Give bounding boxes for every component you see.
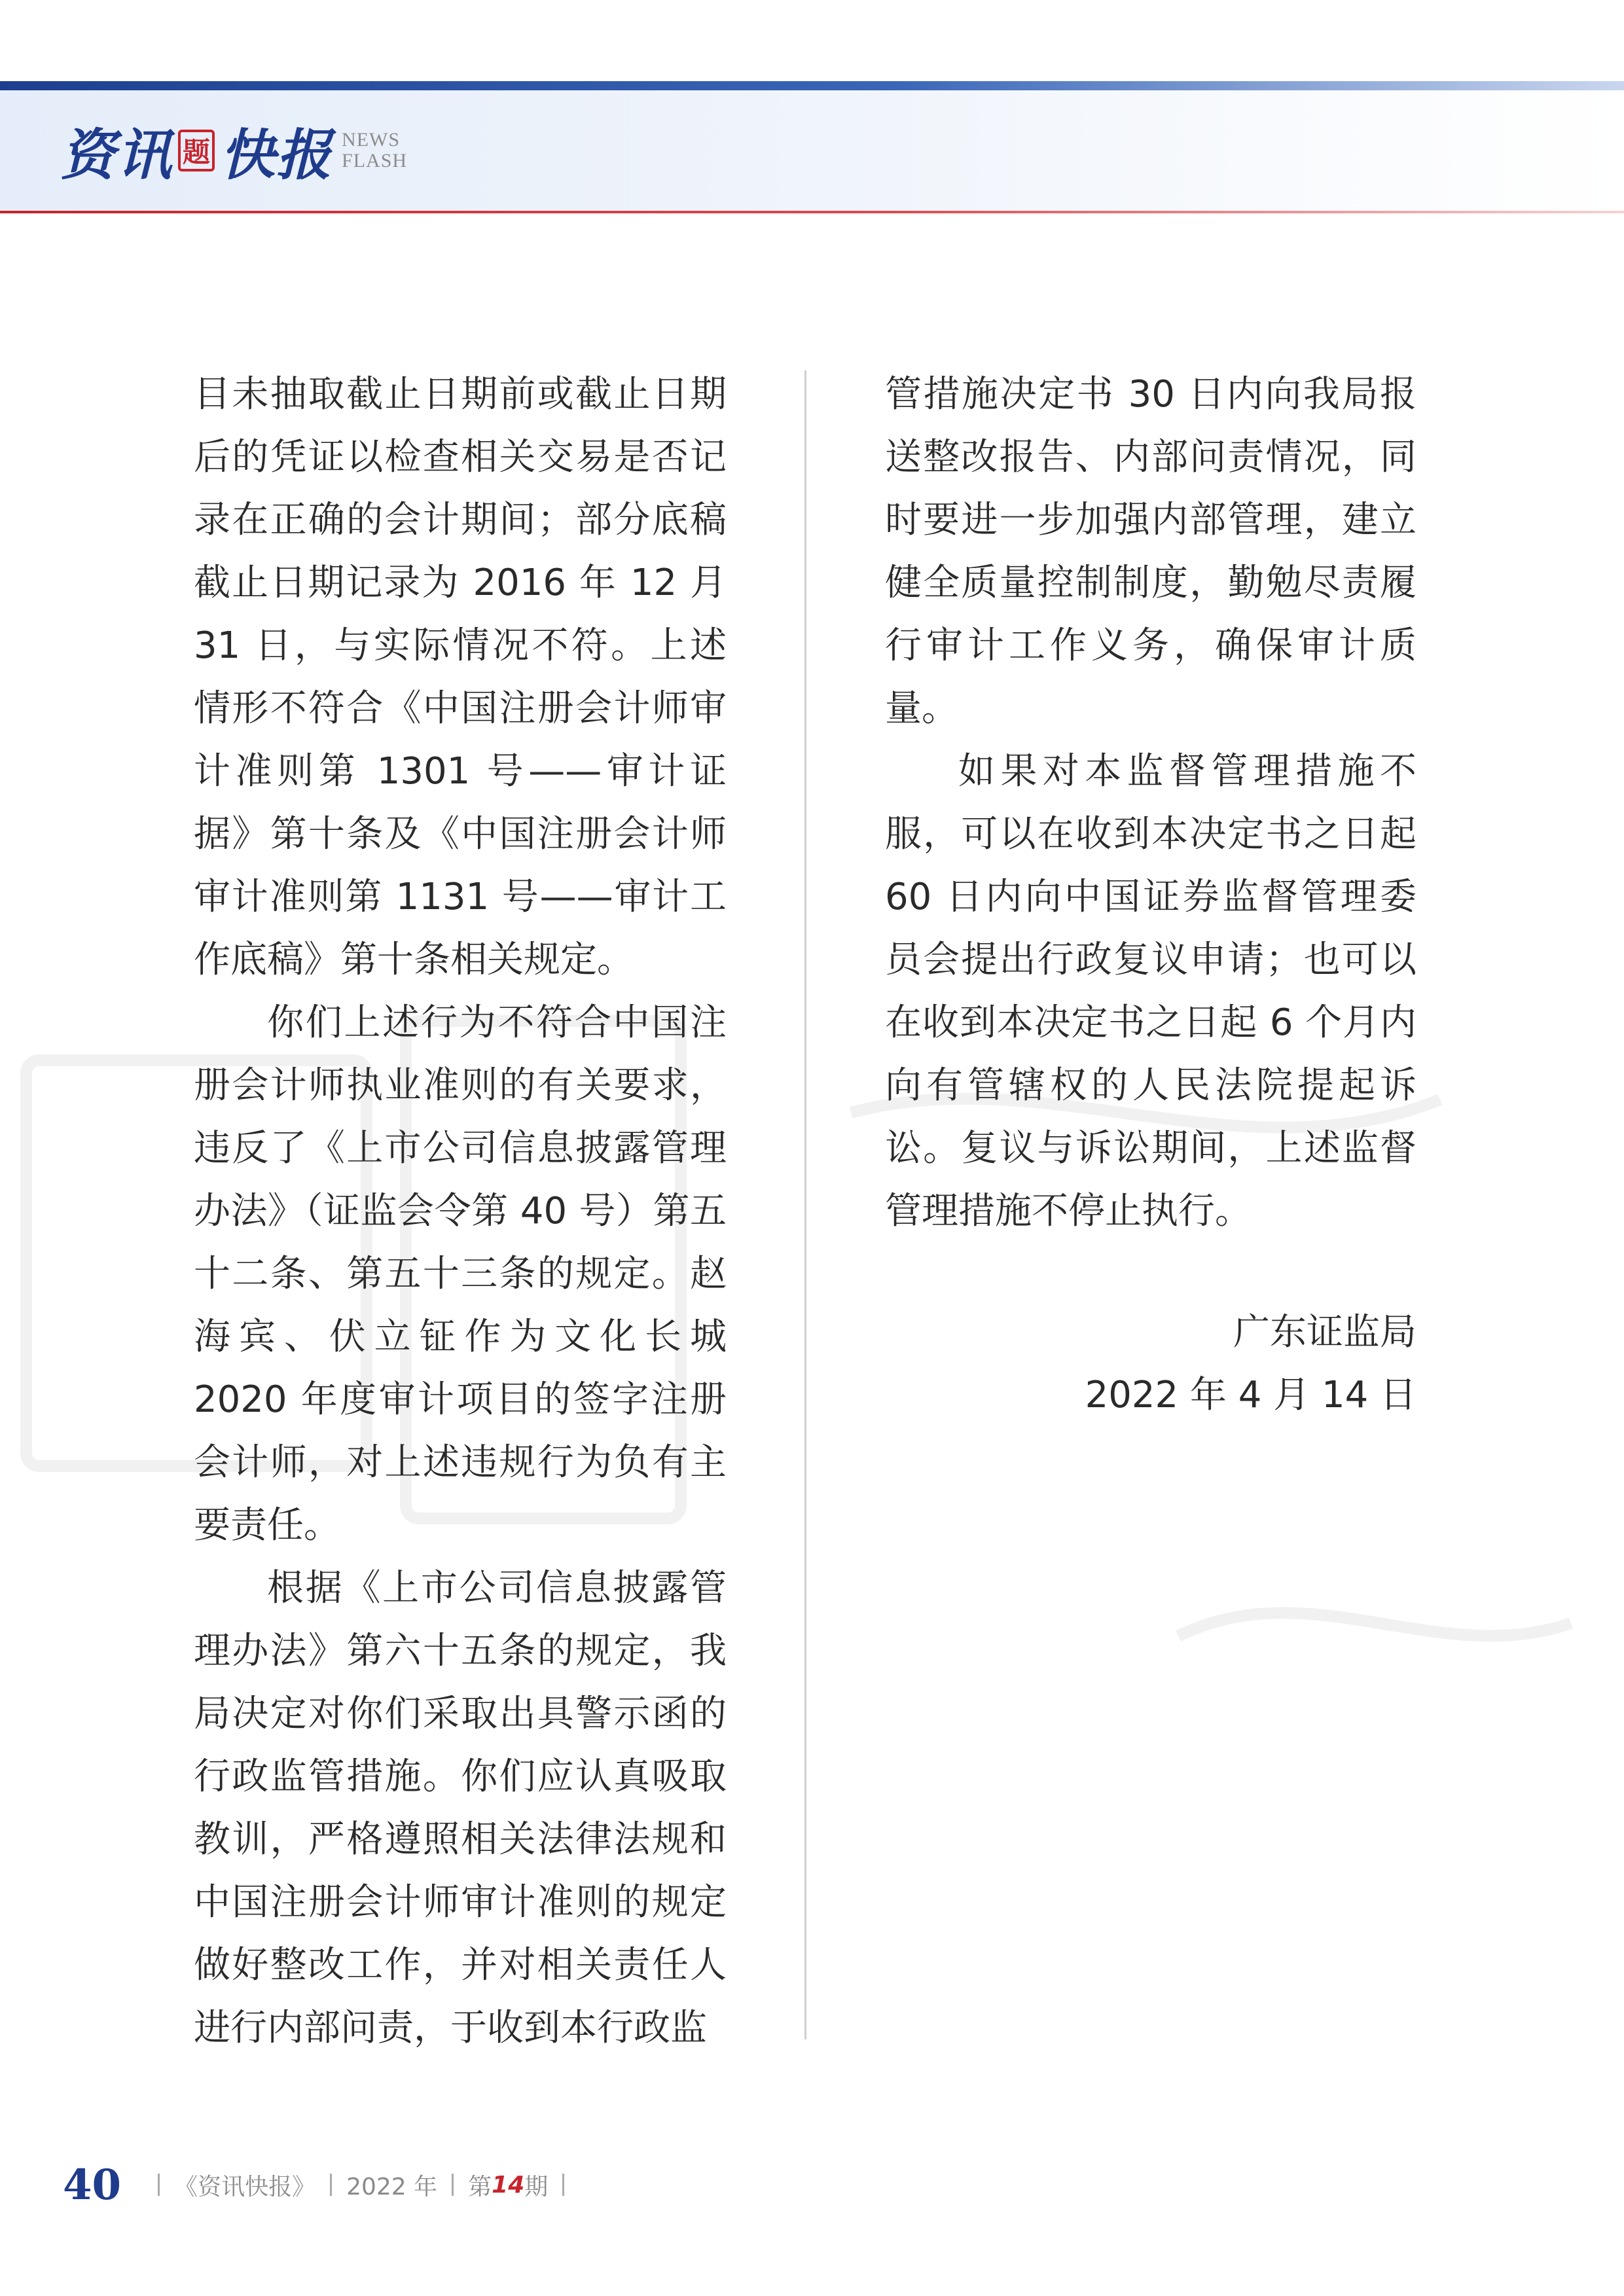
page-footer	[63, 2159, 579, 2211]
signature-organization: 广东证监局	[1233, 1311, 1416, 1354]
paragraph: 目未抽取截止日期前或截止日期后的凭证以检查相关交易是否记录在正确的会计期间；部分底稿截止日期记录为 2016 年 12 月 31 日，与实际情况不符。上述情形不符合《中国注册会计师审计准则第 1301 号——审计证据》第十条及《中国注册会计师审计准则第 1131 号——审计工作底稿》第十条相关规定。	[194, 373, 727, 981]
masthead-logo	[60, 111, 407, 190]
paragraph: 管措施决定书 30 日内向我局报送整改报告、内部问责情况，同时要进一步加强内部管理，建立健全质量控制制度，勤勉尽责履行审计工作义务，确保审计质量。	[885, 373, 1416, 730]
header-top-rule	[0, 81, 1624, 90]
news-label: NEWS	[342, 129, 401, 151]
issue-number: 14	[492, 2171, 525, 2198]
issue-suffix: 期	[524, 2173, 549, 2200]
paragraph: 你们上述行为不符合中国注册会计师执业准则的有关要求，违反了《上市公司信息披露管理办法》（证监会令第 40 号）第五十二条、第五十三条的规定。赵海宾、伏立钲作为文化长城 2020 年度审计项目的签字注册会计师，对上述违规行为负有主要责任。	[194, 1001, 727, 1547]
footer-separator	[452, 2174, 454, 2196]
footer-separator	[330, 2174, 332, 2196]
header-bottom-rule	[0, 211, 1624, 213]
masthead-title-right: 快报	[220, 122, 333, 187]
page-number: 40	[63, 2160, 122, 2210]
publication-name: 《资讯快报》	[174, 2173, 316, 2200]
left-text-column	[194, 363, 727, 2060]
column-divider	[804, 370, 806, 2039]
footer-separator	[158, 2174, 160, 2196]
flash-label: FLASH	[342, 150, 408, 171]
masthead-title-left: 资讯	[60, 122, 173, 187]
seal-icon: 题	[178, 130, 215, 171]
issue-prefix: 第	[468, 2173, 492, 2200]
news-flash-label	[342, 130, 407, 171]
paragraph: 如果对本监督管理措施不服，可以在收到本决定书之日起 60 日内向中国证券监督管理委员会提出行政复议申请；也可以在收到本决定书之日起 6 个月内向有管辖权的人民法院提起诉讼。复议与诉讼期间，上述监督管理措施不停止执行。	[885, 750, 1416, 1232]
footer-separator	[562, 2174, 564, 2196]
signature-date: 2022 年 4 月 14 日	[1085, 1374, 1416, 1416]
paragraph: 根据《上市公司信息披露管理办法》第六十五条的规定，我局决定对你们采取出具警示函的行政监管措施。你们应认真吸取教训，严格遵照相关法律法规和中国注册会计师审计准则的规定做好整改工作，并对相关责任人进行内部问责，于收到本行政监	[194, 1567, 727, 2049]
right-text-column	[885, 363, 1416, 1243]
signature-block	[885, 1301, 1416, 1427]
publication-year: 2022 年	[346, 2173, 438, 2200]
